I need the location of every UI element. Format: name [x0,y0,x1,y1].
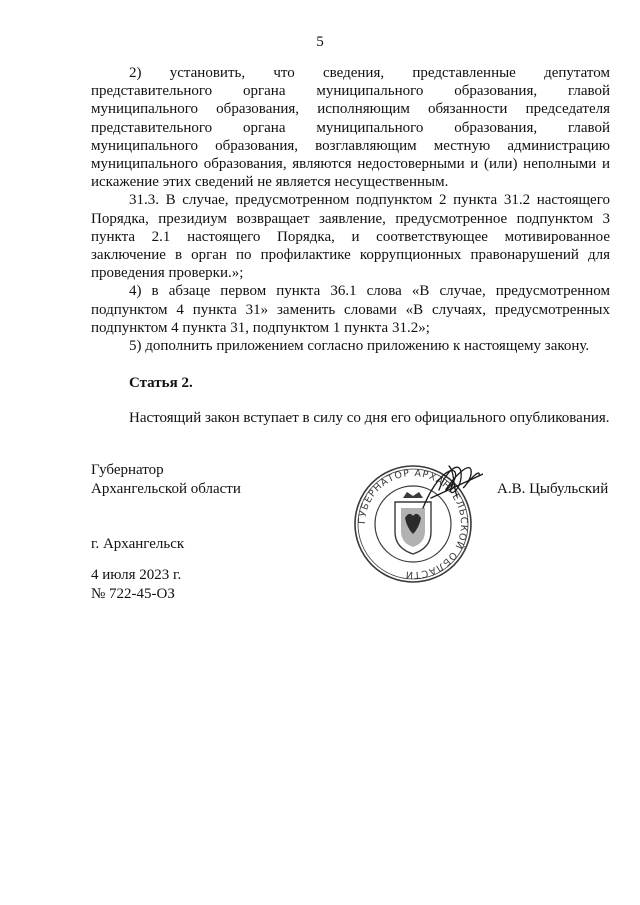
law-date: 4 июля 2023 г. [91,567,182,583]
article-text: Настоящий закон вступает в силу со дня его официального опубликования. [129,410,610,427]
page-number: 5 [316,34,324,50]
signatory-title-line: Архангельской области [91,481,241,497]
place-of-signing: г. Архангельск [91,536,185,552]
paragraph: 5) дополнить приложением согласно приложению к настоящему закону. [129,338,590,355]
official-seal-icon [343,448,483,598]
signatory-title [91,461,241,499]
signatory-title-line: Губернатор [91,462,164,478]
paragraph: 4) в абзаце первом пункта 36.1 слова «В случае, предусмотренном подпунктом 4 пункта 31» заменить словами «В случаях, предусмотренных подпунктом 4 пункта 31, подпунктом 1 пункта 31.2»; [91,283,610,336]
article-heading: Статья 2. [129,375,193,392]
law-number: № 722-45-ОЗ [91,586,175,602]
law-date-number [91,566,181,604]
paragraph: 31.3. В случае, предусмотренном подпунктом 2 пункта 31.2 настоящего Порядка, президиум возвращает заявление, предусмотренное подпунктом 3 пункта 2.1 настоящего Порядка, и соответствующее мотивированное заключение в орган по профилактике коррупционных правонарушений для проведения проверки.»; [91,192,610,282]
document-body [91,64,610,428]
seal-text: ГУБЕРНАТОР АРХАНГЕЛЬСКОЙ ОБЛАСТИ [356,467,470,581]
signatory-name: А.В. Цыбульский [497,481,609,497]
paragraph: 2) установить, что сведения, представленные депутатом представительного органа муниципального образования, главой муниципального образования, исполняющим обязанности председателя представительного органа муниципального образования, главой муниципального образования, возглавляющим местную администрацию муниципального образования, являются недостоверными и (или) неполными и искажение этих сведений не является несущественным. [91,65,610,191]
